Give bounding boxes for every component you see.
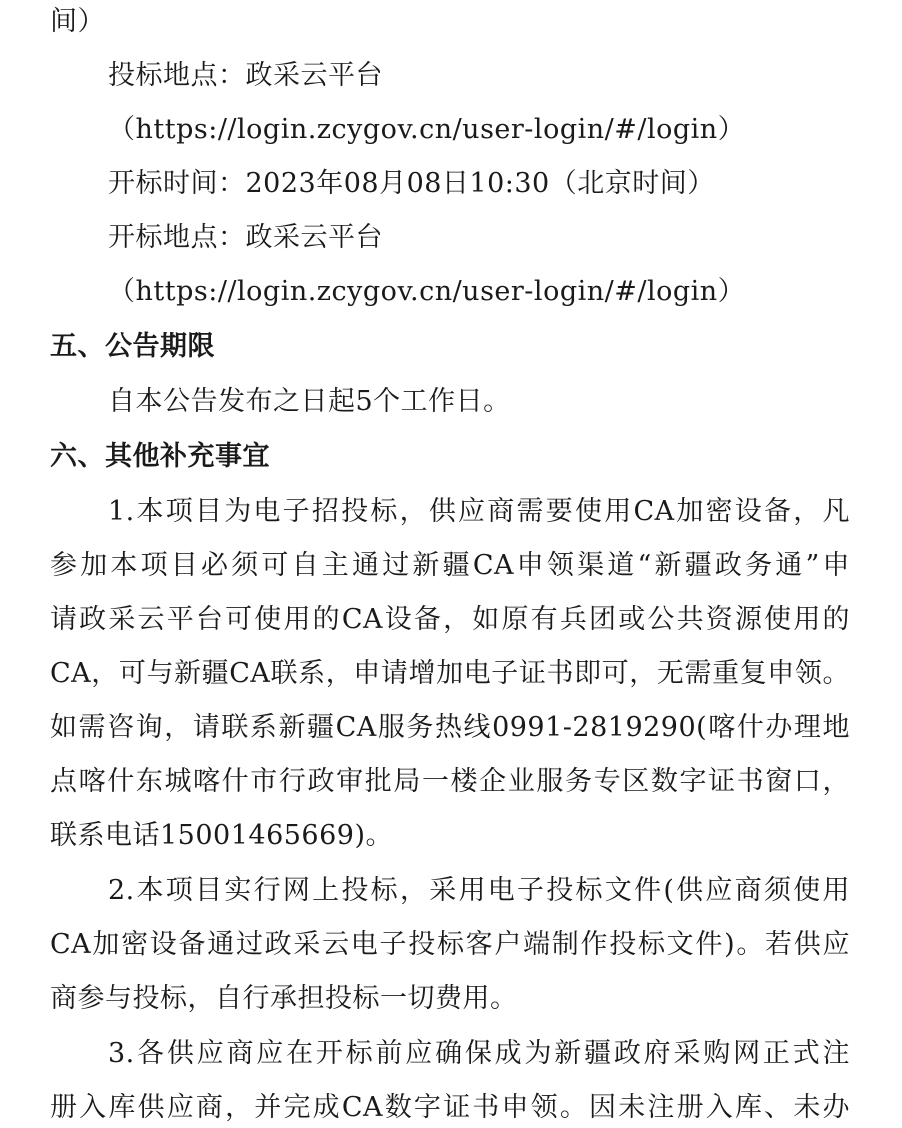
opening-location-url: （https://login.zcygov.cn/user-login/#/login） — [108, 276, 746, 307]
notice-period-text: 自本公告发布之日起5个工作日。 — [108, 386, 511, 417]
bid-location-label: 投标地点：政采云平台 — [108, 60, 383, 91]
opening-time: 开标时间：2023年08月08日10:30（北京时间） — [108, 168, 715, 199]
paragraph-1-line-2: 参加本项目必须可自主通过新疆CA申领渠道“新疆政务通”申 — [50, 550, 850, 581]
section-heading-notice-period: 五、公告期限 — [50, 331, 215, 362]
bid-location-url: （https://login.zcygov.cn/user-login/#/login） — [108, 114, 746, 145]
paragraph-3-line-1: 3.各供应商应在开标前应确保成为新疆政府采购网正式注 — [108, 1038, 850, 1069]
text-line-cont-time: 间） — [50, 6, 105, 37]
paragraph-2-line-2: CA加密设备通过政采云电子投标客户端制作投标文件)。若供应 — [50, 929, 850, 960]
paragraph-3-line-2: 册入库供应商，并完成CA数字证书申领。因未注册入库、未办 — [50, 1092, 850, 1123]
paragraph-1-line-4: CA，可与新疆CA联系，申请增加电子证书即可，无需重复申领。 — [50, 658, 850, 689]
paragraph-1-line-6: 点喀什东城喀什市行政审批局一楼企业服务专区数字证书窗口， — [50, 766, 850, 797]
paragraph-1-line-1: 1.本项目为电子招投标，供应商需要使用CA加密设备，凡 — [108, 496, 850, 527]
paragraph-2-line-1: 2.本项目实行网上投标，采用电子投标文件(供应商须使用 — [108, 875, 850, 906]
paragraph-2-line-3: 商参与投标，自行承担投标一切费用。 — [50, 983, 518, 1014]
paragraph-1-line-7: 联系电话15001465669)。 — [50, 820, 393, 851]
paragraph-1-line-5: 如需咨询，请联系新疆CA服务热线0991-2819290(喀什办理地 — [50, 712, 850, 743]
paragraph-1-line-3: 请政采云平台可使用的CA设备，如原有兵团或公共资源使用的 — [50, 604, 850, 635]
section-heading-other-matters: 六、其他补充事宜 — [50, 441, 270, 472]
opening-location-label: 开标地点：政采云平台 — [108, 222, 383, 253]
